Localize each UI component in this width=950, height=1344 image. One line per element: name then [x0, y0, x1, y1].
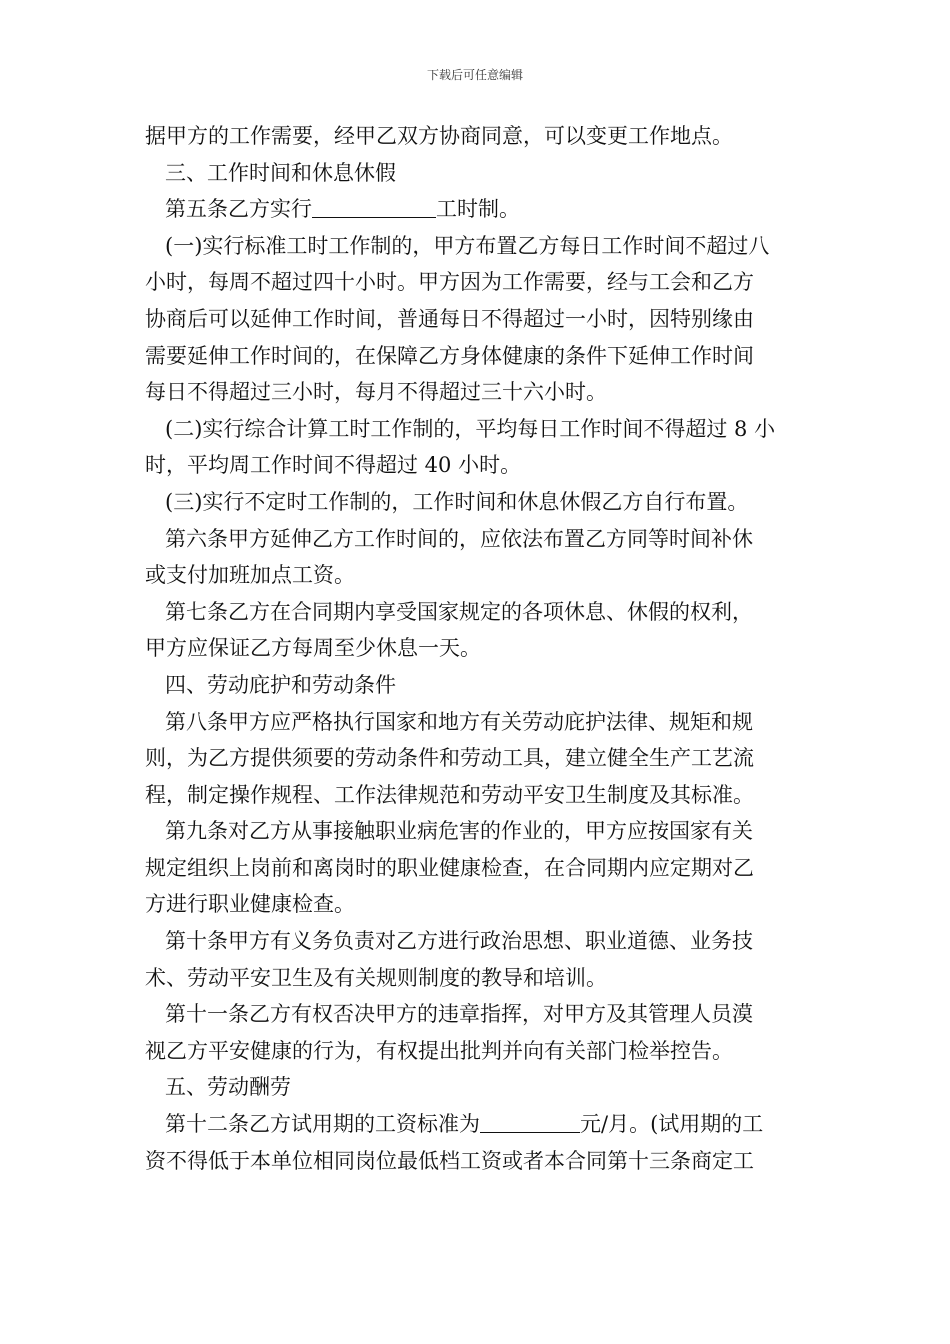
text-line: (二)实行综合计算工时工作制的，平均每日工作时间不得超过 8 小: [165, 416, 776, 441]
text-segment: 第五条乙方实行: [165, 197, 312, 222]
page-header: 下载后可任意编辑: [426, 68, 523, 82]
text-segment: 元/月。(试用期的工: [580, 1112, 764, 1137]
text-line: 每日不得超过三小时，每月不得超过三十六小时。: [145, 380, 607, 405]
text-line: 第七条乙方在合同期内享受国家规定的各项休息、休假的权利，: [165, 599, 753, 624]
text-line: 规定组织上岗前和离岗时的职业健康检查，在合同期内应定期对乙: [145, 855, 754, 880]
text-line: (一)实行标准工时工作制的，甲方布置乙方每日工作时间不超过八: [165, 233, 770, 258]
text-line: [145, 191, 807, 228]
text-line: 程，制定操作规程、工作法律规范和劳动平安卫生制度及其标准。: [145, 782, 754, 807]
text-line: 资不得低于本单位相同岗位最低档工资或者本合同第十三条商定工: [145, 1148, 754, 1173]
text-line: 第九条对乙方从事接触职业病危害的作业的，甲方应按国家有关: [165, 819, 753, 844]
text-line: 甲方应保证乙方每周至少休息一天。: [145, 636, 481, 661]
fill-in-blank: [480, 1110, 580, 1133]
text-line: 或支付加班加点工资。: [145, 563, 355, 588]
text-line: 时，平均周工作时间不得超过 40 小时。: [145, 453, 522, 478]
text-line: 术、劳动平安卫生及有关规则制度的教导和培训。: [145, 965, 607, 990]
fill-in-blank: [312, 195, 436, 218]
text-line: 需要延伸工作时间的，在保障乙方身体健康的条件下延伸工作时间: [145, 343, 754, 368]
text-segment: 第十二条乙方试用期的工资标准为: [165, 1112, 480, 1137]
text-line: 据甲方的工作需要，经甲乙双方协商同意，可以变更工作地点。: [145, 124, 733, 148]
document-body: [145, 118, 807, 1179]
text-line: 第八条甲方应严格执行国家和地方有关劳动庇护法律、规矩和规: [165, 709, 753, 734]
text-line: 则，为乙方提供须要的劳动条件和劳动工具，建立健全生产工艺流: [145, 746, 754, 771]
section-heading: 四、劳动庇护和劳动条件: [165, 672, 396, 697]
text-line: 方进行职业健康检查。: [145, 892, 355, 917]
text-line: 第六条甲方延伸乙方工作时间的，应依法布置乙方同等时间补休: [165, 526, 753, 551]
text-segment: 工时制。: [436, 197, 520, 222]
text-line: 协商后可以延伸工作时间，普通每日不得超过一小时，因特别缘由: [145, 306, 754, 331]
section-heading: 三、工作时间和休息休假: [165, 160, 396, 185]
section-heading: 五、劳动酬劳: [165, 1075, 291, 1100]
text-line: 视乙方平安健康的行为，有权提出批判并向有关部门检举控告。: [145, 1038, 733, 1063]
text-line: [145, 1106, 807, 1143]
text-line: 小时，每周不超过四十小时。甲方因为工作需要，经与工会和乙方: [145, 270, 754, 295]
text-line: (三)实行不定时工作制的，工作时间和休息休假乙方自行布置。: [165, 489, 749, 514]
text-line: 第十条甲方有义务负责对乙方进行政治思想、职业道德、业务技: [165, 929, 753, 954]
text-line: 第十一条乙方有权否决甲方的违章指挥，对甲方及其管理人员漠: [165, 1002, 753, 1027]
